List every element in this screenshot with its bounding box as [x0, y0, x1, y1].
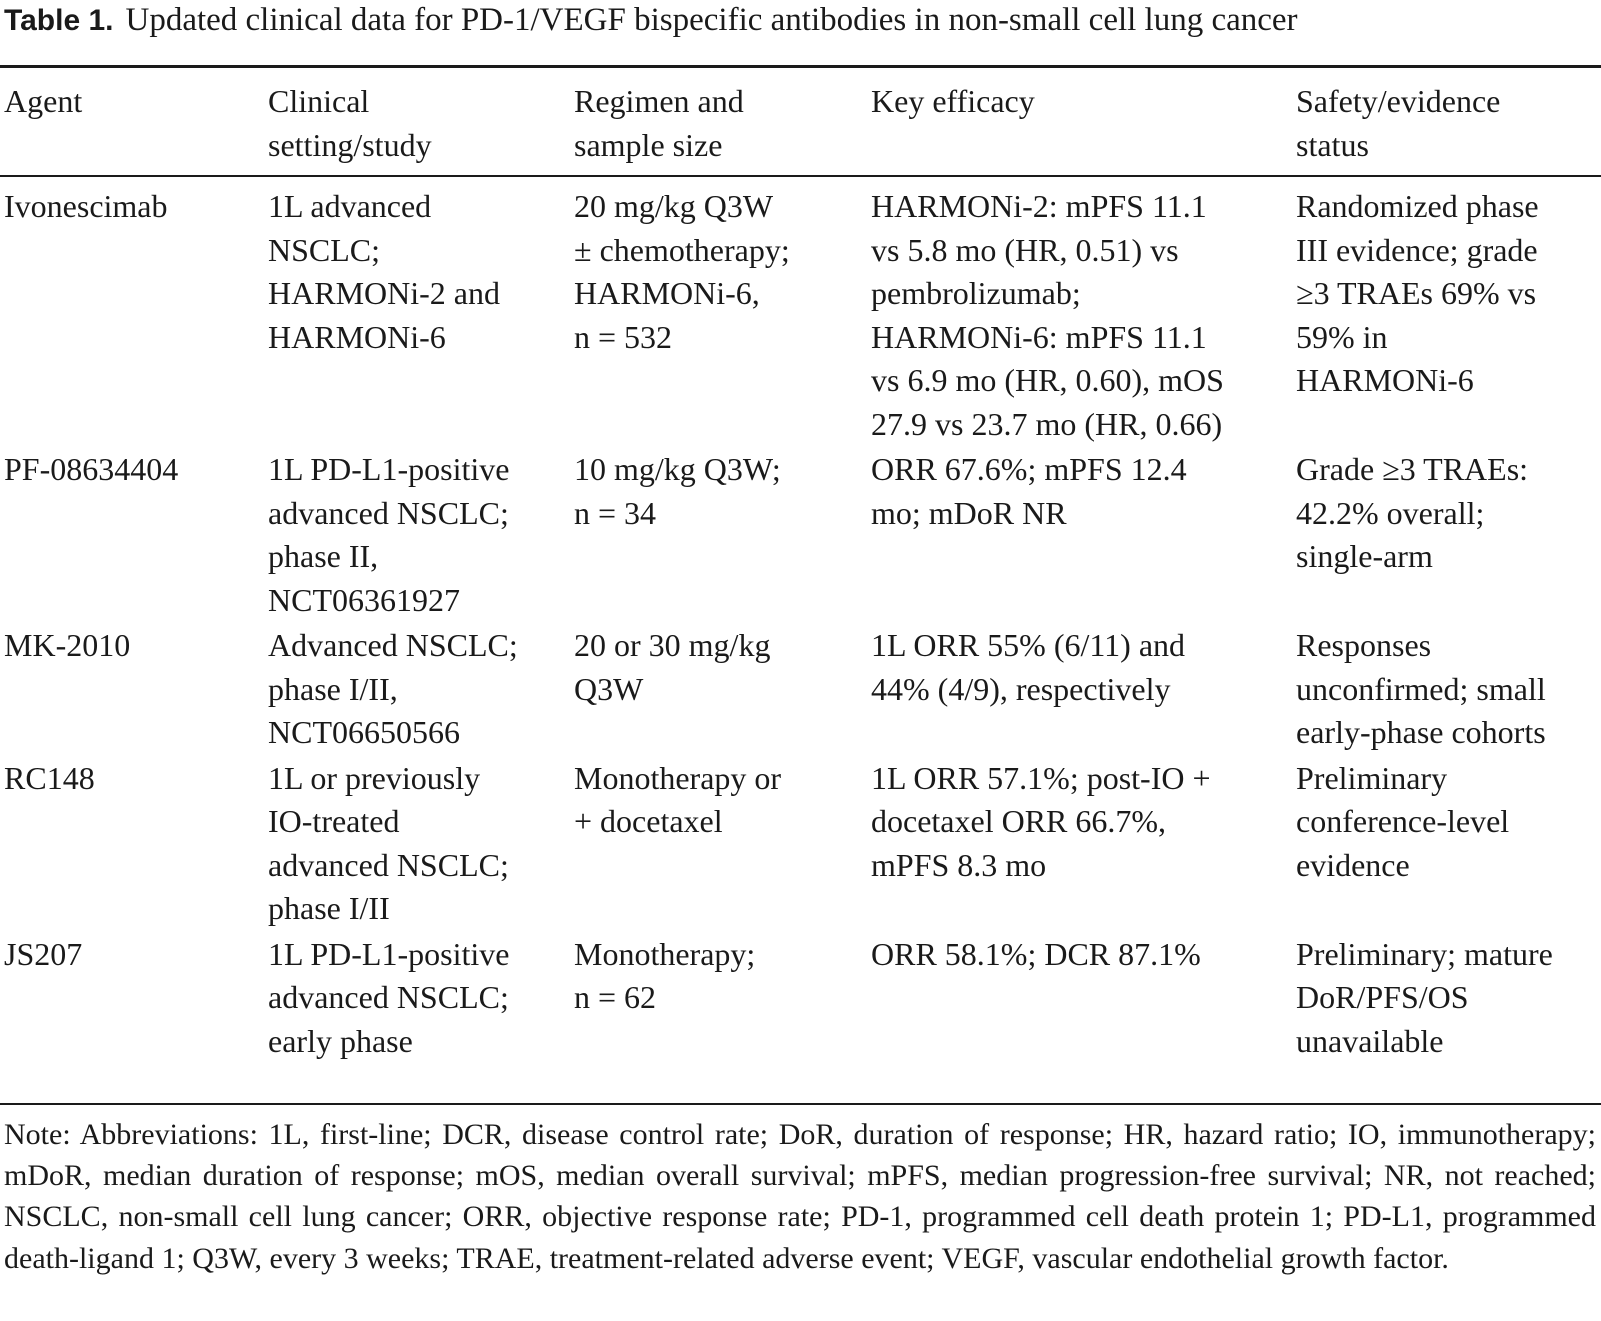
cell-clinical-setting: 1L or previously IO-treated advanced NSCLC; phase I/II — [268, 759, 509, 926]
header-regimen: Regimen and sample size — [574, 83, 744, 163]
bottom-rule — [0, 1103, 1601, 1105]
cell-agent: RC148 — [4, 759, 95, 796]
cell-key-efficacy: ORR 67.6%; mPFS 12.4 mo; mDoR NR — [871, 451, 1187, 531]
cell-regimen: Monotherapy; n = 62 — [574, 935, 756, 1015]
cell-clinical-setting: 1L PD-L1-positive advanced NSCLC; phase II, NCT06361927 — [268, 451, 510, 618]
cell-agent: PF-08634404 — [4, 451, 179, 487]
clinical-data-table — [0, 80, 1601, 1065]
cell-safety-status: Responses unconfirmed; small early-phase cohorts — [1296, 627, 1546, 750]
table-row — [0, 624, 1601, 757]
cell-safety-status: Preliminary conference-level evidence — [1296, 759, 1510, 883]
header-agent: Agent — [4, 83, 83, 119]
table-row — [0, 933, 1601, 1066]
header-clinical-setting: Clinical setting/study — [268, 83, 432, 163]
cell-agent: MK-2010 — [4, 627, 131, 663]
cell-safety-status: Grade ≥3 TRAEs: 42.2% overall; single-arm — [1296, 451, 1529, 574]
table-header-row — [0, 80, 1601, 175]
cell-clinical-setting: 1L PD-L1-positive advanced NSCLC; early phase — [268, 935, 510, 1059]
cell-key-efficacy: 1L ORR 55% (6/11) and 44% (4/9), respectively — [871, 627, 1186, 707]
header-safety-status: Safety/evidence status — [1296, 83, 1501, 163]
table-row — [0, 448, 1601, 624]
cell-key-efficacy: 1L ORR 57.1%; post-IO + docetaxel ORR 66.7%, mPFS 8.3 mo — [871, 759, 1211, 883]
cell-clinical-setting: 1L advanced NSCLC; HARMONi-2 and HARMONi-6 — [268, 188, 500, 355]
cell-regimen: 10 mg/kg Q3W; n = 34 — [574, 451, 781, 531]
cell-regimen: 20 or 30 mg/kg Q3W — [574, 627, 771, 707]
cell-key-efficacy: HARMONi-2: mPFS 11.1 vs 5.8 mo (HR, 0.51) vs pembrolizumab; HARMONi-6: mPFS 11.1 vs 6.9 mo (HR, 0.60), mOS 27.9 vs 23.7 mo (HR, 0.66) — [871, 188, 1224, 442]
table-row — [0, 175, 1601, 448]
table-footnote: Note: Abbreviations: 1L, first-line; DCR, disease control rate; DoR, duration of response; HR, hazard ratio; IO, immunotherapy; mDoR, median duration of response; mOS, median overall survival; mPFS, median progression-free survival; NR, not reached; NSCLC, non-small cell lung cancer; ORR, objective response rate; PD-1, programmed cell death protein 1; PD-L1, programmed death-ligand 1; Q3W, every 3 weeks; TRAE, treatment-related adverse event; VEGF, vascular endothelial growth factor. — [4, 1118, 1596, 1275]
cell-agent: JS207 — [4, 935, 83, 972]
cell-clinical-setting: Advanced NSCLC; phase I/II, NCT06650566 — [268, 627, 518, 750]
header-key-efficacy: Key efficacy — [871, 83, 1035, 119]
table-title: Updated clinical data for PD-1/VEGF bispecific antibodies in non-small cell lung cancer — [125, 2, 1298, 38]
cell-agent: Ivonescimab — [4, 188, 168, 224]
table-caption — [4, 0, 1594, 41]
cell-regimen: Monotherapy or + docetaxel — [574, 759, 782, 839]
cell-regimen: 20 mg/kg Q3W ± chemotherapy; HARMONi-6, n = 532 — [574, 188, 790, 355]
table-label: Table 1. — [4, 4, 114, 37]
top-rule — [0, 65, 1601, 68]
table-row — [0, 757, 1601, 933]
cell-key-efficacy: ORR 58.1%; DCR 87.1% — [871, 935, 1201, 972]
cell-safety-status: Randomized phase III evidence; grade ≥3 TRAEs 69% vs 59% in HARMONi-6 — [1296, 188, 1539, 398]
cell-safety-status: Preliminary; mature DoR/PFS/OS unavailable — [1296, 935, 1553, 1059]
